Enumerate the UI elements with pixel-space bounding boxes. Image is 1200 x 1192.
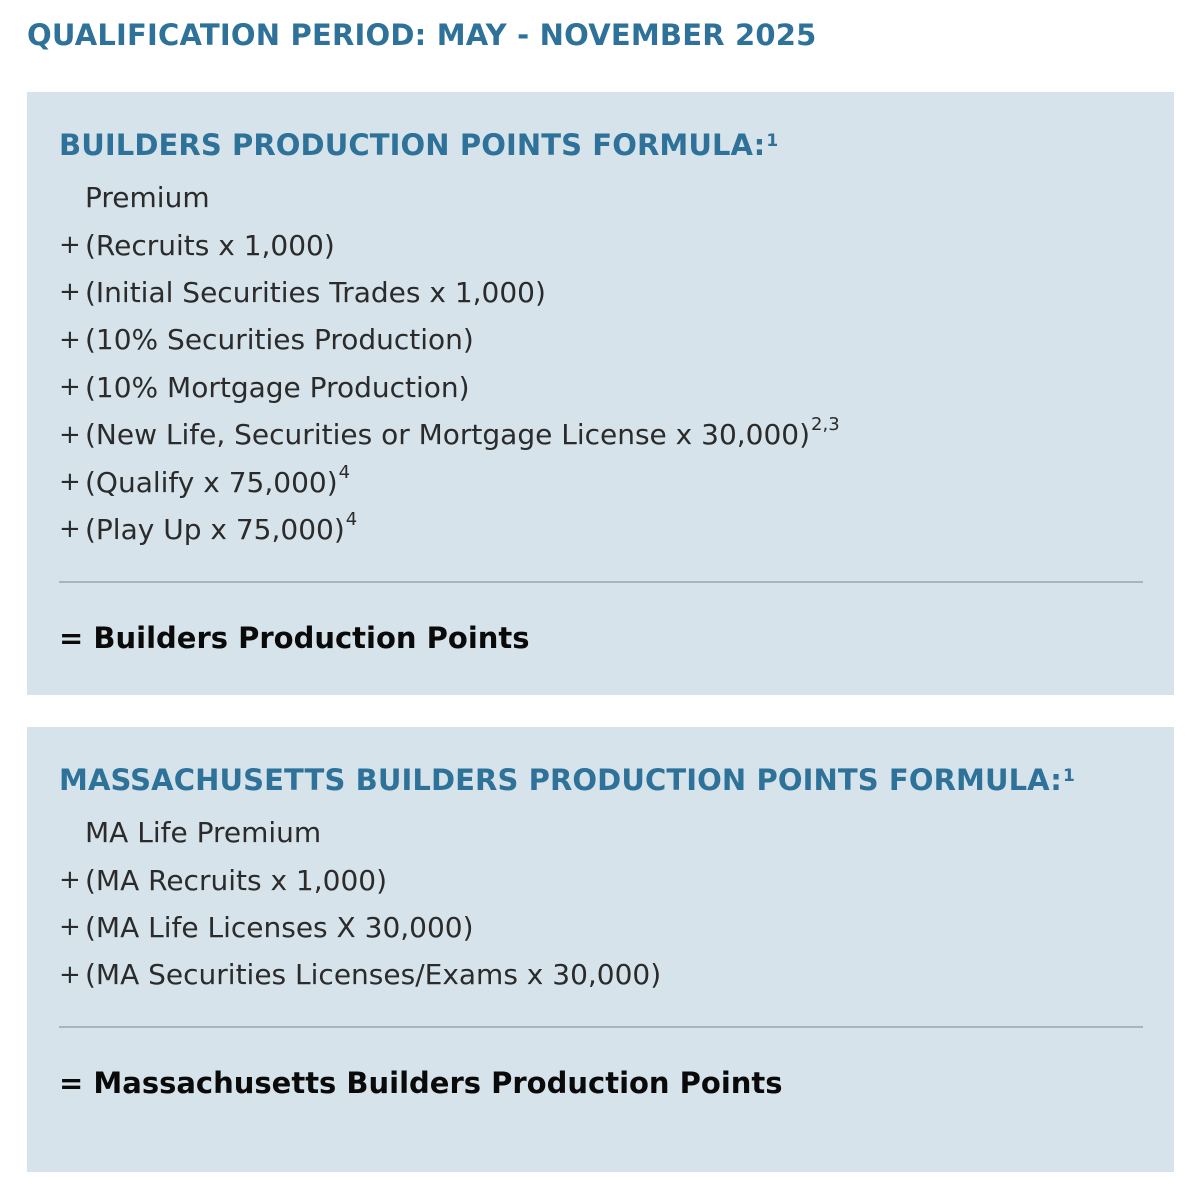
qualification-period-heading: QUALIFICATION PERIOD: MAY - NOVEMBER 2025: [27, 18, 817, 52]
footnote-marker: 4: [345, 508, 358, 530]
massachusetts-formula-panel: [27, 727, 1174, 1172]
builders-formula-panel: [27, 92, 1174, 695]
term-text: (Play Up x 75,000): [85, 512, 345, 546]
formula-term: [59, 458, 840, 505]
term-operator: +: [59, 277, 81, 308]
formula-divider: [59, 581, 1143, 583]
formula-term: [59, 269, 840, 316]
term-text: (Qualify x 75,000): [85, 465, 338, 499]
term-text: (MA Securities Licenses/Exams x 30,000): [85, 958, 662, 992]
term-operator: +: [59, 467, 81, 498]
footnote-marker: 1: [766, 131, 779, 151]
massachusetts-formula-terms: [59, 809, 662, 999]
term-text: (10% Mortgage Production): [85, 370, 470, 404]
builders-formula-title: [59, 125, 778, 165]
formula-term: [59, 174, 840, 221]
term-operator: +: [59, 865, 81, 896]
term-text: Premium: [85, 181, 210, 215]
formula-term: [59, 809, 662, 856]
term-operator: +: [59, 912, 81, 943]
term-text: MA Life Premium: [85, 816, 322, 850]
formula-title-text: BUILDERS PRODUCTION POINTS FORMULA:: [59, 128, 766, 162]
builders-formula-terms: [59, 174, 840, 553]
massachusetts-formula-title: [59, 760, 1075, 800]
formula-term: [59, 411, 840, 458]
formula-term: [59, 364, 840, 411]
term-text: (10% Securities Production): [85, 323, 474, 357]
formula-term: [59, 506, 840, 553]
formula-title-text: MASSACHUSETTS BUILDERS PRODUCTION POINTS FORMULA:: [59, 763, 1062, 797]
term-text: (New Life, Securities or Mortgage License x 30,000): [85, 418, 811, 452]
formula-term: [59, 316, 840, 363]
footnote-marker: 4: [338, 461, 351, 483]
term-operator: +: [59, 959, 81, 990]
formula-term: [59, 951, 662, 998]
term-operator: +: [59, 372, 81, 403]
footnote-marker: 1: [1062, 766, 1075, 786]
term-operator: +: [59, 514, 81, 545]
term-operator: +: [59, 230, 81, 261]
term-operator: +: [59, 419, 81, 450]
term-text: (Recruits x 1,000): [85, 228, 335, 262]
term-text: (Initial Securities Trades x 1,000): [85, 275, 546, 309]
footnote-marker: 2,3: [811, 414, 840, 436]
term-text: (MA Recruits x 1,000): [85, 863, 388, 897]
term-text: (MA Life Licenses X 30,000): [85, 910, 474, 944]
formula-term: [59, 221, 840, 268]
massachusetts-formula-result: = Massachusetts Builders Production Points: [59, 1066, 783, 1100]
formula-term: [59, 904, 662, 951]
term-operator: +: [59, 324, 81, 355]
formula-divider: [59, 1026, 1143, 1028]
builders-formula-result: = Builders Production Points: [59, 621, 530, 655]
formula-term: [59, 856, 662, 903]
